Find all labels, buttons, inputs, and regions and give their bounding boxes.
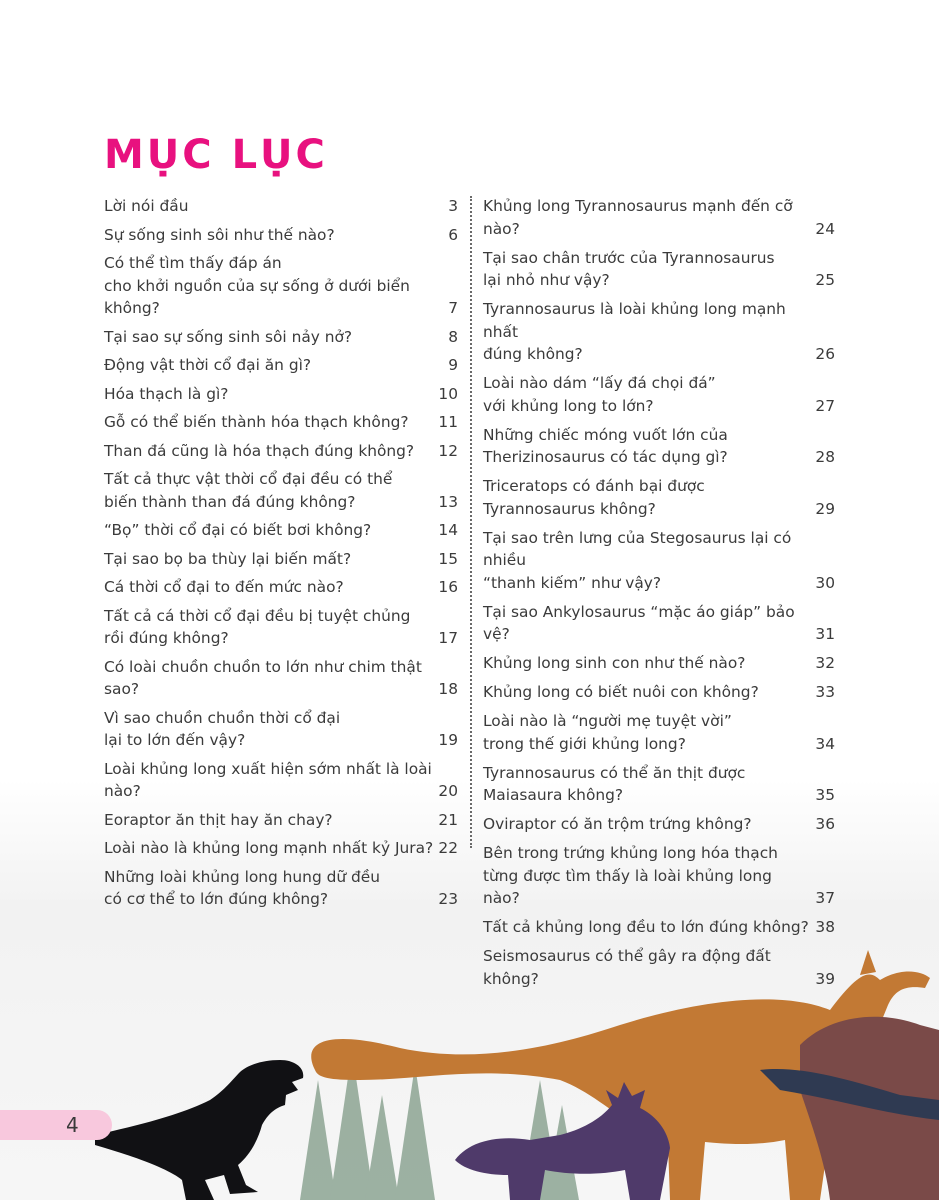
- toc-entry-title: Hóa thạch là gì?: [104, 384, 229, 403]
- toc-entry-page: 16: [438, 578, 458, 596]
- toc-entry-title: Tại sao bọ ba thùy lại biến mất?: [104, 549, 352, 568]
- toc-entry-title: Eoraptor ăn thịt hay ăn chay?: [104, 810, 333, 829]
- toc-entry-title: Những chiếc móng vuốt lớn của Therizinosaurus có tác dụng gì?: [483, 425, 728, 466]
- toc-entry-title: Có loài chuồn chuồn to lớn như chim thật sao?: [104, 657, 422, 698]
- toc-entry-title: Loài nào là “người mẹ tuyệt vời” trong thế giới khủng long?: [483, 712, 732, 753]
- toc-entry-page: 26: [815, 345, 835, 363]
- toc-entry-title: Seismosaurus có thể gây ra động đất không?: [483, 947, 771, 988]
- toc-entry-page: 37: [815, 889, 835, 907]
- toc-entry: [104, 837, 458, 860]
- page-title: MỤC LỤC: [104, 132, 328, 178]
- toc-entry: [104, 354, 458, 377]
- toc-entry: [483, 247, 835, 292]
- toc-left-column: [104, 195, 458, 911]
- toc-entry-page: 9: [448, 356, 458, 374]
- toc-entry-title: Loài nào là khủng long mạnh nhất kỷ Jura?: [104, 839, 434, 857]
- tyrannosaurus-silhouette-icon: [95, 1060, 303, 1200]
- toc-entry-page: 13: [438, 492, 458, 511]
- toc-entry-title: Loài khủng long xuất hiện sớm nhất là loài nào?: [104, 759, 432, 800]
- toc-entry: [104, 605, 458, 650]
- toc-entry-page: 36: [815, 815, 835, 833]
- toc-entry: [104, 707, 458, 752]
- toc-entry: [104, 809, 458, 832]
- toc-entry: [483, 813, 835, 836]
- toc-entry-page: 21: [438, 810, 458, 829]
- dinosaur-illustration: [0, 930, 939, 1200]
- toc-entry-page: 28: [815, 448, 835, 466]
- toc-entry-page: 6: [448, 225, 458, 244]
- toc-entry-page: 3: [448, 197, 458, 215]
- toc-entry-title: Loài nào dám “lấy đá chọi đá” với khủng long to lớn?: [483, 374, 716, 415]
- toc-entry-title: “Bọ” thời cổ đại có biết bơi không?: [104, 521, 372, 539]
- toc-entry: [104, 468, 458, 513]
- toc-entry-page: 38: [815, 918, 835, 936]
- toc-entry-title: Bên trong trứng khủng long hóa thạch từng được tìm thấy là loài khủng long nào?: [483, 844, 778, 907]
- toc-entry-title: Những loài khủng long hung dữ đều có cơ thể to lớn đúng không?: [104, 867, 381, 908]
- toc-entry-title: Tại sao Ankylosaurus “mặc áo giáp” bảo vệ?: [483, 602, 795, 643]
- toc-entry-title: Tyrannosaurus có thể ăn thịt được Maiasaura không?: [483, 763, 746, 804]
- toc-entry-title: Tất cả khủng long đều to lớn đúng không?: [483, 918, 809, 936]
- toc-entry: [104, 758, 458, 803]
- toc-entry: [483, 527, 835, 595]
- toc-entry: [104, 548, 458, 571]
- toc-entry: [104, 383, 458, 406]
- toc-entry: [104, 519, 458, 542]
- toc-entry-page: 32: [815, 654, 835, 672]
- toc-entry: [483, 372, 835, 417]
- toc-entry-title: Tất cả cá thời cổ đại đều bị tuyệt chủng rồi đúng không?: [104, 606, 411, 647]
- toc-entry: [104, 224, 458, 247]
- toc-entry-page: 19: [438, 731, 458, 749]
- toc-entry: [483, 842, 835, 910]
- toc-entry: [104, 440, 458, 463]
- toc-entry-title: Cá thời cổ đại to đến mức nào?: [104, 578, 344, 596]
- toc-entry-title: Tại sao trên lưng của Stegosaurus lại có nhiều “thanh kiếm” như vậy?: [483, 528, 792, 592]
- toc-entry-page: 39: [815, 969, 835, 988]
- toc-entry-page: 27: [815, 396, 835, 415]
- toc-entry-page: 12: [438, 441, 458, 460]
- column-divider: [470, 196, 472, 848]
- toc-entry-title: Tyrannosaurus là loài khủng long mạnh nhất đúng không?: [483, 300, 786, 363]
- toc-entry-title: Có thể tìm thấy đáp án cho khởi nguồn của sự sống ở dưới biển không?: [104, 254, 410, 317]
- toc-entry-title: Gỗ có thể biến thành hóa thạch không?: [104, 413, 409, 431]
- toc-entry-title: Động vật thời cổ đại ăn gì?: [104, 356, 312, 374]
- toc-entry-title: Khủng long Tyrannosaurus mạnh đến cỡ nào?: [483, 197, 793, 238]
- toc-entry-title: Lời nói đầu: [104, 197, 189, 215]
- toc-entry-page: 20: [438, 782, 458, 800]
- toc-entry: [483, 762, 835, 807]
- toc-entry-page: 10: [438, 384, 458, 403]
- toc-entry: [483, 298, 835, 366]
- toc-entry-page: 29: [815, 499, 835, 518]
- toc-entry-page: 18: [438, 680, 458, 698]
- toc-entry-title: Oviraptor có ăn trộm trứng không?: [483, 815, 752, 833]
- toc-entry: [104, 195, 458, 218]
- toc-entry-title: Khủng long sinh con như thế nào?: [483, 654, 746, 672]
- toc-entry-page: 23: [438, 890, 458, 908]
- toc-entry: [104, 656, 458, 701]
- toc-entry: [483, 424, 835, 469]
- toc-entry-page: 30: [815, 573, 835, 592]
- toc-entry-title: Tại sao chân trước của Tyrannosaurus lại nhỏ như vậy?: [483, 248, 775, 289]
- toc-right-column: [483, 195, 835, 990]
- toc-entry-title: Triceratops có đánh bại được Tyrannosaurus không?: [483, 477, 705, 518]
- toc-entry: [104, 252, 458, 320]
- toc-entry-title: Sự sống sinh sôi như thế nào?: [104, 225, 335, 244]
- toc-entry-page: 33: [815, 683, 835, 701]
- page-number: 4: [66, 1113, 79, 1137]
- toc-entry: [104, 326, 458, 349]
- toc-entry-title: Than đá cũng là hóa thạch đúng không?: [104, 441, 415, 460]
- toc-entry-page: 31: [815, 625, 835, 643]
- toc-entry: [483, 195, 835, 240]
- toc-entry-title: Khủng long có biết nuôi con không?: [483, 683, 759, 701]
- toc-entry: [104, 576, 458, 599]
- toc-entry-title: Tại sao sự sống sinh sôi nảy nở?: [104, 327, 353, 346]
- toc-entry-page: 15: [438, 549, 458, 568]
- toc-entry-page: 7: [448, 299, 458, 317]
- toc-entry-page: 11: [438, 413, 458, 431]
- toc-entry: [483, 710, 835, 755]
- toc-entry-title: Vì sao chuồn chuồn thời cổ đại lại to lớn đến vậy?: [104, 708, 341, 749]
- toc-entry-page: 34: [815, 734, 835, 753]
- toc-entry-page: 35: [815, 786, 835, 804]
- toc-entry-page: 22: [438, 839, 458, 857]
- toc-entry: [104, 411, 458, 434]
- page-number-tab: [0, 1110, 112, 1140]
- toc-entry: [483, 475, 835, 520]
- toc-entry-page: 14: [438, 521, 458, 539]
- toc-entry-title: Tất cả thực vật thời cổ đại đều có thể biến thành than đá đúng không?: [104, 470, 393, 511]
- toc-entry-page: 24: [815, 219, 835, 238]
- toc-entry: [104, 866, 458, 911]
- toc-entry-page: 8: [448, 327, 458, 346]
- toc-entry: [483, 652, 835, 675]
- toc-entry-page: 25: [815, 271, 835, 289]
- toc-entry: [483, 601, 835, 646]
- toc-entry-page: 17: [438, 629, 458, 647]
- toc-entry: [483, 681, 835, 704]
